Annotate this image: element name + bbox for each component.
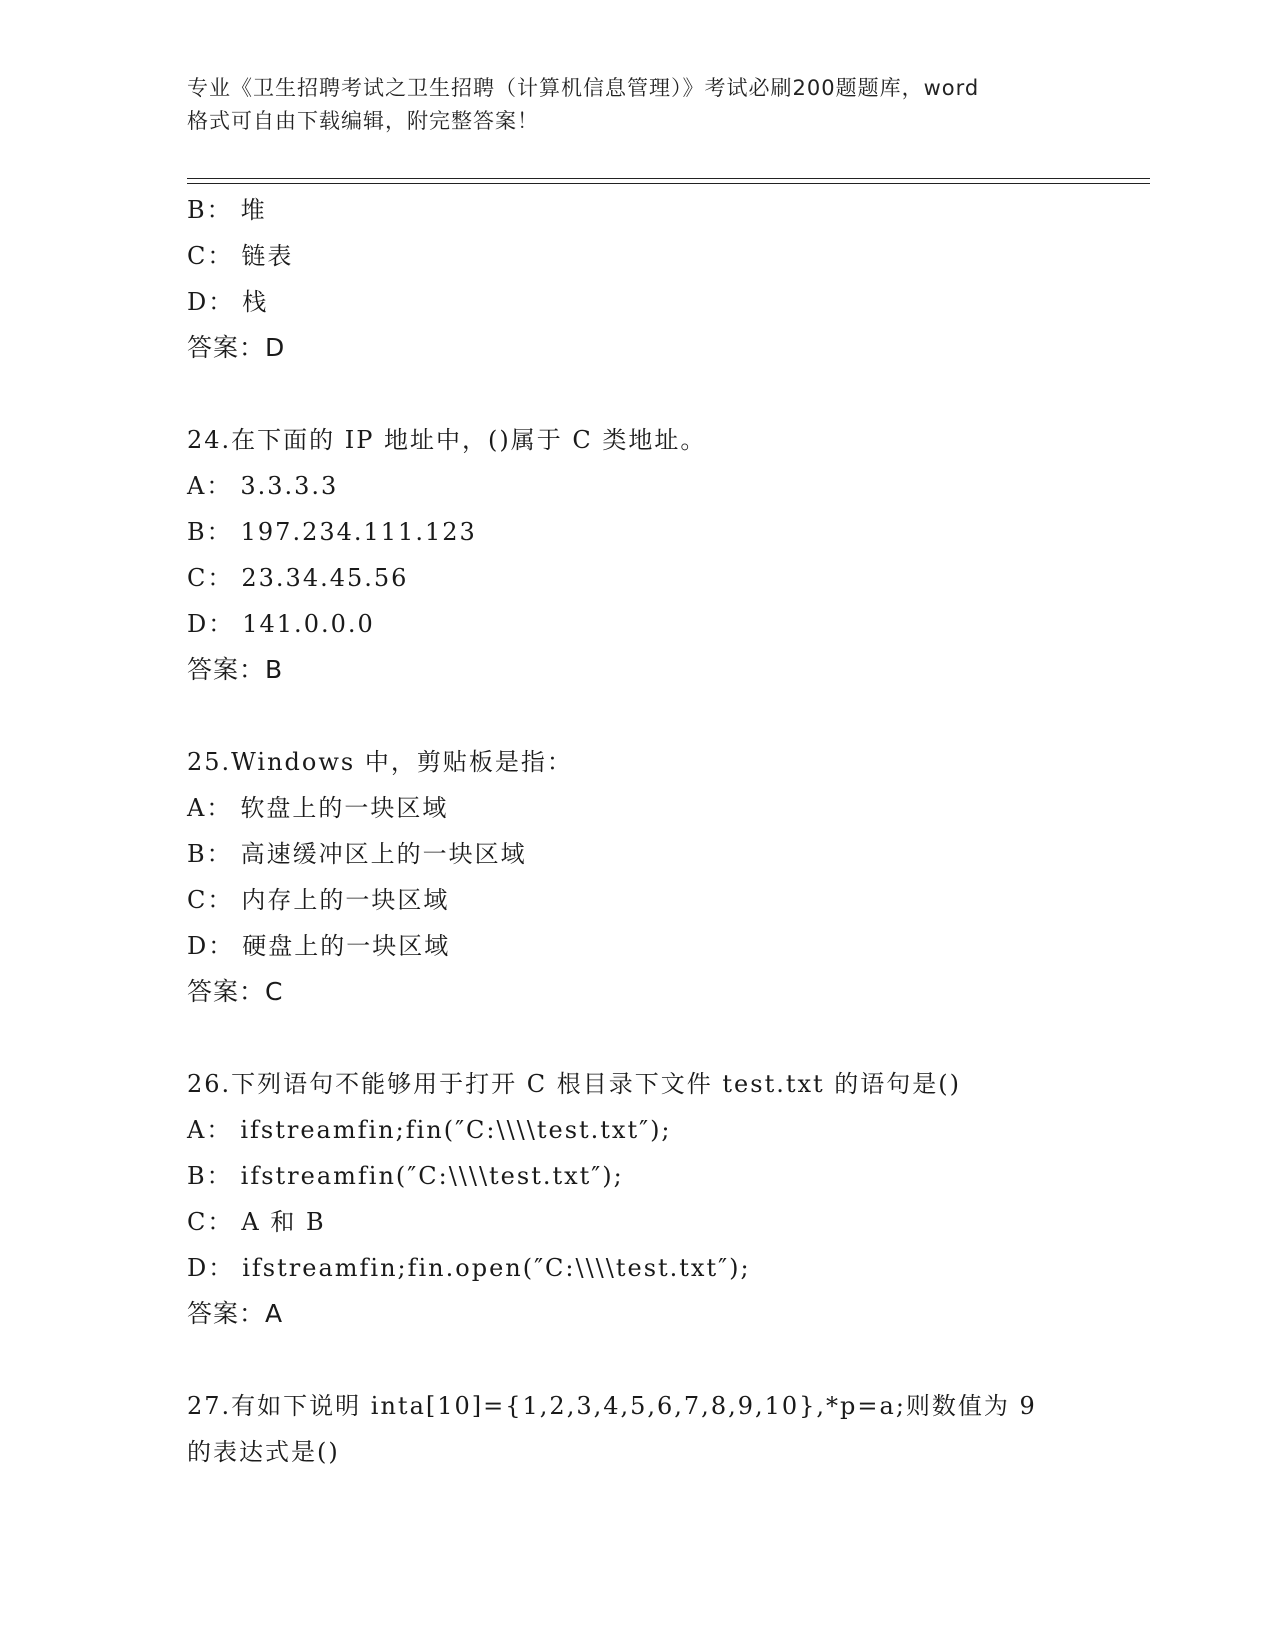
option-a: [187, 1107, 1147, 1153]
question-24: [187, 417, 1147, 693]
option-text: ifstreamfin;fin(″C:\\\\test.txt″);: [240, 1116, 672, 1144]
option-key: D：: [187, 1254, 235, 1282]
header-divider: [187, 178, 1150, 179]
question-stem-line-2: 的表达式是(): [187, 1438, 340, 1466]
option-c: [187, 1199, 1147, 1245]
option-key: C：: [187, 886, 234, 914]
option-text: 硬盘上的一块区域: [242, 932, 451, 960]
question-27: [187, 1383, 1147, 1475]
option-b: [187, 509, 1147, 555]
question-stem: 26.下列语句不能够用于打开 C 根目录下文件 test.txt 的语句是(): [187, 1070, 962, 1098]
option-key: B：: [187, 196, 233, 224]
option-key: D：: [187, 288, 235, 316]
spacer: [187, 1015, 1147, 1061]
option-key: A：: [187, 794, 233, 822]
option-d: [187, 1245, 1147, 1291]
option-text: 堆: [240, 196, 267, 224]
option-text: ifstreamfin(″C:\\\\test.txt″);: [240, 1162, 624, 1190]
question-stem-line-1: 27.有如下说明 inta[10]={1,2,3,4,5,6,7,8,9,10},*p=a;则数值为 9: [187, 1392, 1037, 1420]
option-text: 197.234.111.123: [240, 518, 477, 546]
option-d: [187, 601, 1147, 647]
option-key: B：: [187, 1162, 233, 1190]
header-divider-double: [187, 183, 1150, 184]
question-stem: 25.Windows 中，剪贴板是指：: [187, 748, 573, 776]
option-key: C：: [187, 1208, 234, 1236]
question-list: [187, 187, 1147, 1475]
spacer: [187, 1337, 1147, 1383]
option-key: D：: [187, 932, 235, 960]
option-c: [187, 233, 1147, 279]
option-b: [187, 187, 1147, 233]
option-key: B：: [187, 518, 233, 546]
option-key: D：: [187, 610, 235, 638]
question-26: [187, 1061, 1147, 1337]
answer: 答案：A: [187, 1299, 284, 1328]
option-d: [187, 923, 1147, 969]
option-c: [187, 555, 1147, 601]
option-key: B：: [187, 840, 233, 868]
option-text: 3.3.3.3: [240, 472, 339, 500]
option-text: 141.0.0.0: [242, 610, 375, 638]
option-text: A 和 B: [241, 1208, 326, 1236]
spacer: [187, 371, 1147, 417]
document-header: [187, 72, 1087, 138]
option-key: A：: [187, 1116, 233, 1144]
question-25: [187, 739, 1147, 1015]
option-a: [187, 463, 1147, 509]
answer: 答案：B: [187, 655, 284, 684]
option-text: 23.34.45.56: [241, 564, 409, 592]
option-text: 软盘上的一块区域: [240, 794, 449, 822]
answer: 答案：C: [187, 977, 284, 1006]
option-key: C：: [187, 242, 234, 270]
spacer: [187, 693, 1147, 739]
option-key: A：: [187, 472, 233, 500]
header-line-1: 专业《卫生招聘考试之卫生招聘（计算机信息管理）》考试必刷200题题库，word: [187, 76, 980, 100]
option-text: 内存上的一块区域: [241, 886, 450, 914]
option-a: [187, 785, 1147, 831]
question-stem: 24.在下面的 IP 地址中，()属于 C 类地址。: [187, 426, 707, 454]
option-text: 栈: [242, 288, 269, 316]
option-d: [187, 279, 1147, 325]
option-c: [187, 877, 1147, 923]
option-text: 高速缓冲区上的一块区域: [240, 840, 527, 868]
option-text: 链表: [241, 242, 294, 270]
option-text: ifstreamfin;fin.open(″C:\\\\test.txt″);: [242, 1254, 751, 1282]
option-b: [187, 831, 1147, 877]
option-b: [187, 1153, 1147, 1199]
question-23-continued: [187, 187, 1147, 371]
header-line-2: 格式可自由下载编辑，附完整答案！: [187, 109, 539, 133]
option-key: C：: [187, 564, 234, 592]
answer: 答案：D: [187, 333, 286, 362]
